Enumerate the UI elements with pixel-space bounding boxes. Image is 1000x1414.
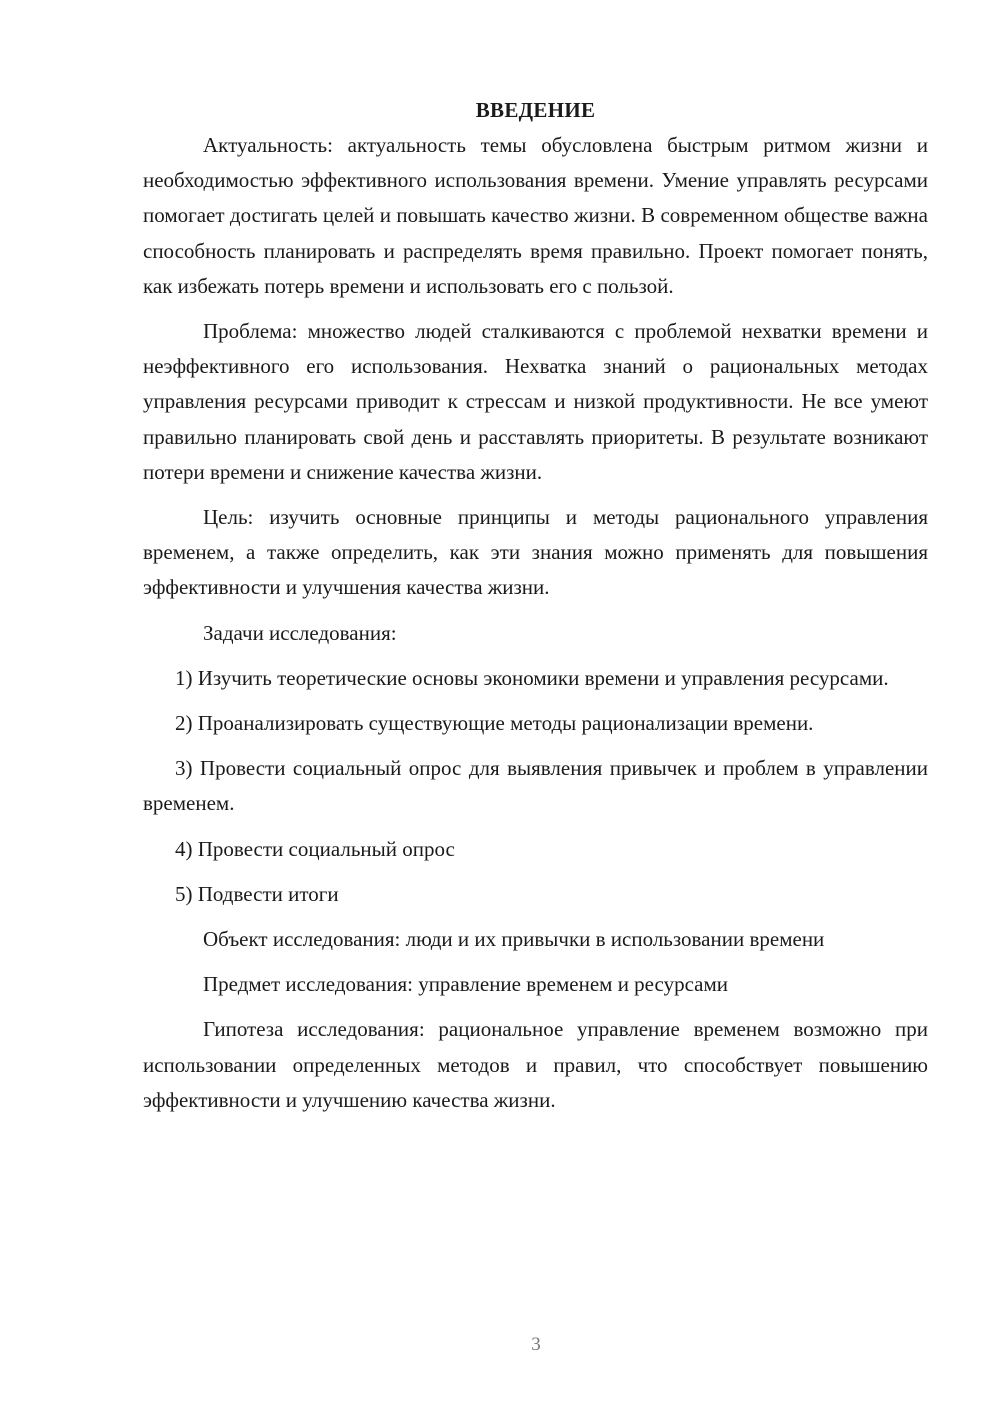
task-item-1: 1) Изучить теоретические основы экономики времени и управления ресурсами. bbox=[175, 665, 889, 690]
task-item-5: 5) Подвести итоги bbox=[175, 881, 339, 906]
page-title: ВВЕДЕНИЕ bbox=[475, 98, 596, 122]
document-page bbox=[143, 92, 928, 1128]
tasks-heading: Задачи исследования: bbox=[203, 620, 397, 645]
task-item-4: 4) Провести социальный опрос bbox=[175, 836, 455, 861]
relevance-paragraph: Актуальность: актуальность темы обусловлена быстрым ритмом жизни и необходимостью эффективного использования времени. Умение управлять ресурсами помогает достигать целей и повышать качество жизни. В современном обществе важна способность планировать и распределять время правильно. Проект помогает понять, как избежать потерь времени и использовать его с пользой. bbox=[143, 133, 928, 298]
goal-paragraph: Цель: изучить основные принципы и методы рационального управления временем, а также определить, как эти знания можно применять для повышения эффективности и улучшения качества жизни. bbox=[143, 505, 928, 600]
task-item-2: 2) Проанализировать существующие методы рационализации времени. bbox=[175, 711, 814, 736]
research-hypothesis: Гипотеза исследования: рациональное управление временем возможно при использовании определенных методов и правил, что способствует повышению эффективности и улучшению качества жизни. bbox=[143, 1017, 928, 1112]
task-item-3: 3) Провести социальный опрос для выявления привычек и проблем в управлении временем. bbox=[143, 756, 928, 816]
research-object: Объект исследования: люди и их привычки в использовании времени bbox=[203, 927, 825, 952]
page-number: 3 bbox=[531, 1334, 541, 1355]
research-subject: Предмет исследования: управление временем и ресурсами bbox=[203, 972, 728, 997]
problem-paragraph: Проблема: множество людей сталкиваются с проблемой нехватки времени и неэффективного его использования. Нехватка знаний о рациональных методах управления ресурсами приводит к стрессам и низкой продуктивности. Не все умеют правильно планировать свой день и расставлять приоритеты. В результате возникают потери времени и снижение качества жизни. bbox=[143, 319, 928, 484]
